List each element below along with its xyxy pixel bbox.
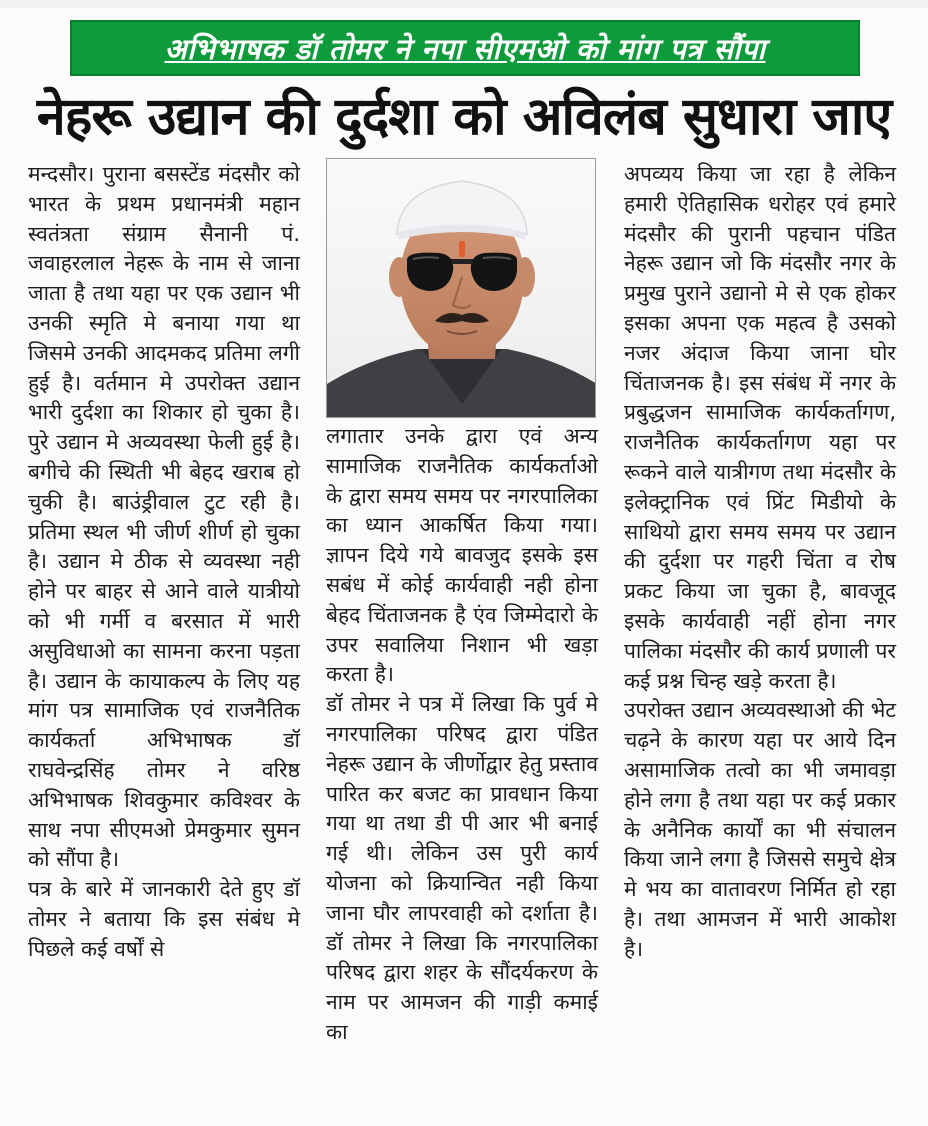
paragraph: पत्र के बारे में जानकारी देते हुए डॉ तोमर ने बताया कि इस संबंध मे पिछले कई वर्षों से — [28, 877, 300, 961]
article-column-1 — [28, 160, 300, 965]
portrait-photo — [326, 158, 596, 418]
paragraph: डॉ तोमर ने पत्र में लिखा कि पुर्व मे नगरपालिका परिषद द्वारा पंडित नेहरू उद्यान के जीर्णोद्वार हेतु प्रस्ताव पारित कर बजट का प्रावधान किया गया था तथा डी पी आर भी बनाई गई थी। लेकिन उस पुरी कार्य योजना को क्रियान्वित नही किया जाना घौर लापरवाही को दर्शाता है। डॉ तोमर ने लिखा कि नगरपालिका परिषद द्वारा शहर के सौंदर्यकरण के नाम पर आमजन की गाड़ी कमाई का — [326, 692, 598, 1044]
paragraph: अपव्यय किया जा रहा है लेकिन हमारी ऐतिहासिक धरोहर एवं हमारे मंदसौर की पुरानी पहचान पंडित नेहरू उद्यान जो कि मंदसौर नगर के प्रमुख पुराने उद्यानो मे से एक होकर इसका अपना एक महत्व है उसको नजर अंदाज किया जाना घोर चिंताजनक है। इस संबंध में नगर के प्रबुद्धजन सामाजिक कार्यकर्तागण, राजनैतिक कार्यकर्तागण यहा पर रूकने वाले यात्रीगण तथा मंदसौर के इलेक्ट्रानिक एवं प्रिंट मिडीयो के साथियो द्वारा समय समय पर उद्यान की दुर्दशा पर गहरी चिंता व रोष प्रकट किया जा चुका है, बावजूद इसके कार्यवाही नहीं होना नगर पालिका मंदसौर की कार्य प्रणाली पर कई प्रश्न चिन्ह खड़े करता है। — [624, 162, 896, 693]
kicker-banner — [70, 20, 860, 76]
portrait-illustration — [327, 159, 596, 418]
article-column-3 — [624, 160, 896, 965]
kicker-text: अभिभाषक डॉ तोमर ने नपा सीएमओ को मांग पत्र सौंपा — [164, 31, 766, 66]
article-column-2 — [326, 422, 598, 1048]
top-clipped-strip — [0, 0, 928, 8]
paragraph: मन्दसौर। पुराना बसस्टेंड मंदसौर को भारत के प्रथम प्रधानमंत्री महान स्वतंत्रता संग्राम सैनानी पं. जवाहरलाल नेहरू के नाम से जाना जाता है तथा यहा पर एक उद्यान भी उनकी स्मृति मे बनाया गया था जिसमे उनकी आदमकद प्रतिमा लगी हुई है। वर्तमान मे उपरोक्त उद्यान भारी दुर्दशा का शिकार हो चुका है। पुरे उद्यान मे अव्यवस्था फेली हुई है। बगीचे की स्थिती भी बेहद खराब हो चुकी है। बाउंड्रीवाल टुट रही है। प्रतिमा स्थल भी जीर्ण शीर्ण हो चुका है। उद्यान मे ठीक से व्यवस्था नही होने पर बाहर से आने वाले यात्रीयो को भी गर्मी व बरसात में भारी असुविधाओ का सामना करना पड़ता है। उद्यान के कायाकल्प के लिए यह मांग पत्र सामाजिक एवं राजनैतिक कार्यकर्ता अभिभाषक डॉ राघवेन्द्रसिंह तोमर ने वरिष्ठ अभिभाषक शिवकुमार कविश्वर के साथ नपा सीएमओ प्रेमकुमार सुमन को सौंपा है। — [28, 162, 300, 872]
paragraph: लगातार उनके द्वारा एवं अन्य सामाजिक राजनैतिक कार्यकर्ताओ के द्वारा समय समय पर नगरपालिका का ध्यान आकर्षित किया गया। ज्ञापन दिये गये बावजुद इसके इस सबंध में कोई कार्यवाही नही होना बेहद चिंताजनक है एंव जिम्मेदारो के उपर सवालिया निशान भी खड़ा करता है। — [326, 424, 598, 687]
headline: नेहरू उद्यान की दुर्दशा को अविलंब सुधारा जाए — [36, 87, 892, 147]
paragraph: उपरोक्त उद्यान अव्यवस्थाओ की भेट चढ़ने के कारण यहा पर आये दिन असामाजिक तत्वो का भी जमावड़ा होने लगा है तथा यहा पर कई प्रकार के अनैनिक कार्यों का भी संचालन किया जाने लगा है जिससे समुचे क्षेत्र मे भय का वातावरण निर्मित हो रहा है। तथा आमजन में भारी आकोश है। — [624, 698, 896, 961]
